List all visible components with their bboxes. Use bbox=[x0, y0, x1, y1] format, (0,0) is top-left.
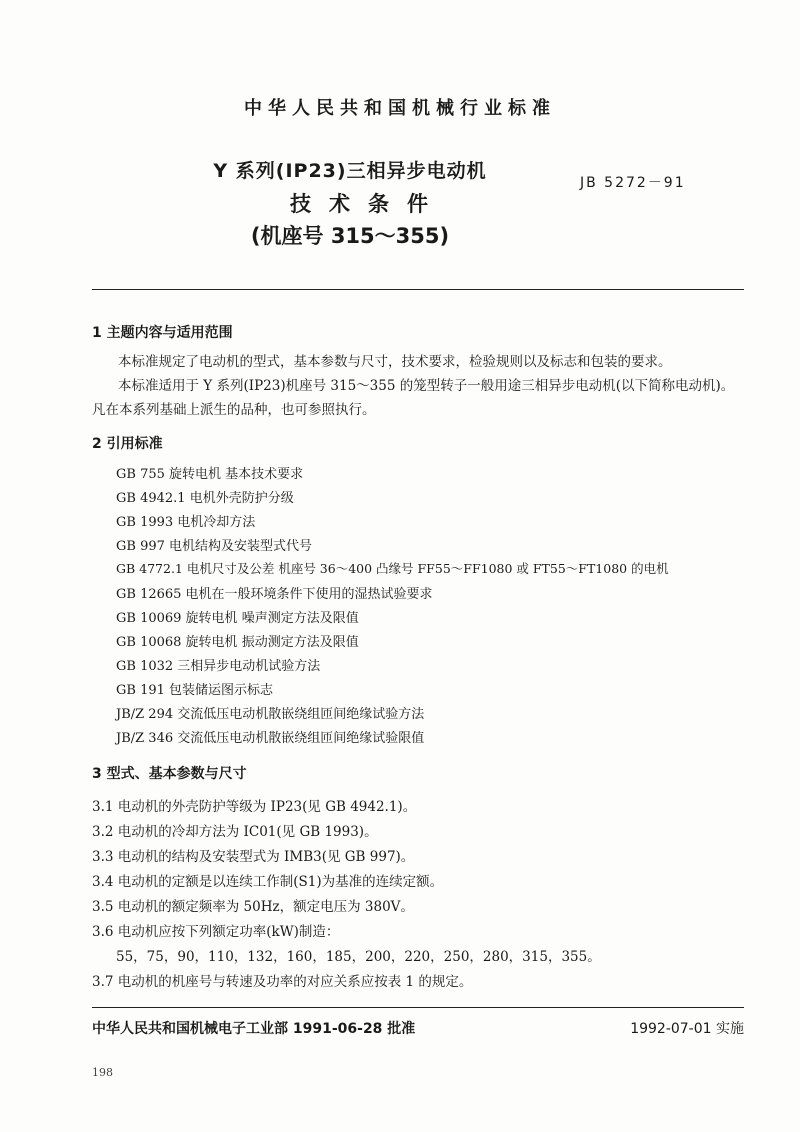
clause-3-5: 3.5 电动机的额定频率为 50Hz，额定电压为 380V。 bbox=[92, 899, 414, 915]
reference-item: JB/Z 346 交流低压电动机散嵌绕组匝间绝缘试验限值 bbox=[116, 731, 425, 746]
section-1-paragraph: 本标准规定了电动机的型式，基本参数与尺寸，技术要求，检验规则以及标志和包装的要求。 bbox=[118, 354, 672, 370]
title-line-1: Y 系列(IP23)三相异步电动机 bbox=[213, 160, 487, 182]
clause-3-2: 3.2 电动机的冷却方法为 IC01(见 GB 1993)。 bbox=[92, 824, 378, 840]
top-divider bbox=[92, 289, 744, 290]
reference-item: GB 10069 旋转电机 噪声测定方法及限值 bbox=[116, 611, 359, 626]
title-line-2: 技术条件 bbox=[290, 192, 446, 216]
clause-3-4: 3.4 电动机的定额是以连续工作制(S1)为基准的连续定额。 bbox=[92, 874, 444, 890]
reference-item: GB 1993 电机冷却方法 bbox=[116, 515, 256, 530]
reference-item: GB 4772.1 电机尺寸及公差 机座号 36～400 凸缘号 FF55～FF1080 或 FT55～FT1080 的电机 bbox=[116, 561, 669, 576]
standard-number: JB 5272－91 bbox=[580, 175, 686, 191]
clause-3-1: 3.1 电动机的外壳防护等级为 IP23(见 GB 4942.1)。 bbox=[92, 799, 417, 815]
org-header: 中华人民共和国机械行业标准 bbox=[244, 98, 556, 119]
section-heading-3: 3 型式、基本参数与尺寸 bbox=[92, 766, 247, 782]
page-number: 198 bbox=[92, 1066, 113, 1079]
clause-3-3: 3.3 电动机的结构及安装型式为 IMB3(见 GB 997)。 bbox=[92, 849, 415, 865]
reference-item: GB 997 电机结构及安装型式代号 bbox=[116, 539, 313, 554]
reference-item: GB 4942.1 电机外壳防护分级 bbox=[116, 491, 294, 506]
implementation-date: 1992-07-01 实施 bbox=[630, 1021, 744, 1037]
reference-item: GB 1032 三相异步电动机试验方法 bbox=[116, 659, 321, 674]
rated-power-list: 55，75，90，110，132，160，185，200，220，250，280，315，355。 bbox=[116, 949, 601, 965]
section-1-paragraph: 本标准适用于 Y 系列(IP23)机座号 315～355 的笼型转子一般用途三相异步电动机(以下简称电动机)。凡在本系列基础上派生的品种，也可参照执行。 bbox=[92, 378, 735, 418]
reference-item: GB 10068 旋转电机 振动测定方法及限值 bbox=[116, 635, 359, 650]
section-heading-1: 1 主题内容与适用范围 bbox=[92, 325, 233, 341]
title-line-3: (机座号 315～355) bbox=[250, 224, 450, 248]
footer-divider bbox=[92, 1007, 744, 1008]
reference-item: GB 12665 电机在一般环境条件下使用的湿热试验要求 bbox=[116, 587, 433, 602]
reference-item: GB 191 包装储运图示标志 bbox=[116, 683, 274, 698]
reference-item: GB 755 旋转电机 基本技术要求 bbox=[116, 467, 304, 482]
clause-3-6: 3.6 电动机应按下列额定功率(kW)制造： bbox=[92, 924, 340, 940]
approval-line: 中华人民共和国机械电子工业部 1991-06-28 批准 bbox=[92, 1021, 416, 1037]
clause-3-7: 3.7 电动机的机座号与转速及功率的对应关系应按表 1 的规定。 bbox=[92, 974, 473, 990]
reference-item: JB/Z 294 交流低压电动机散嵌绕组匝间绝缘试验方法 bbox=[116, 707, 425, 722]
section-heading-2: 2 引用标准 bbox=[92, 436, 163, 452]
